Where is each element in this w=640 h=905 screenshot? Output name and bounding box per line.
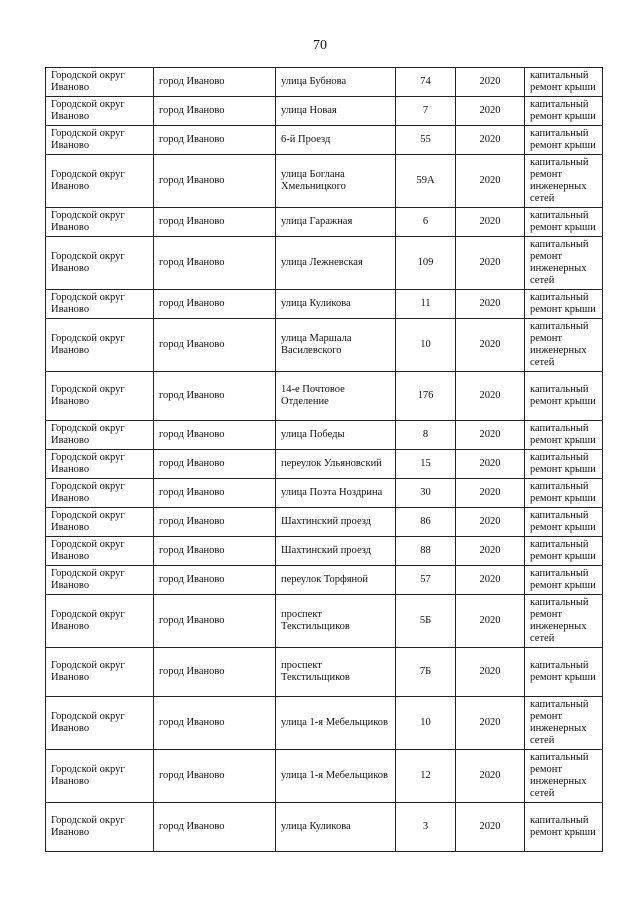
house-cell: 86 <box>396 508 456 537</box>
city-cell: город Иваново <box>154 450 276 479</box>
work-type-cell: капитальный ремонт инженерных сетей <box>525 750 603 803</box>
okrug-cell: Городской округ Иваново <box>46 508 154 537</box>
work-type-cell: капитальный ремонт крыши <box>525 508 603 537</box>
city-cell: город Иваново <box>154 126 276 155</box>
table-row <box>46 421 603 450</box>
work-type-cell: капитальный ремонт инженерных сетей <box>525 319 603 372</box>
street-cell: улица Гаражная <box>276 208 396 237</box>
house-cell: 88 <box>396 537 456 566</box>
okrug-cell: Городской округ Иваново <box>46 750 154 803</box>
house-cell: 7 <box>396 97 456 126</box>
house-cell: 30 <box>396 479 456 508</box>
year-cell: 2020 <box>456 208 525 237</box>
house-cell: 74 <box>396 68 456 97</box>
okrug-cell: Городской округ Иваново <box>46 290 154 319</box>
street-cell: улица Куликова <box>276 290 396 319</box>
table-row <box>46 508 603 537</box>
work-type-cell: капитальный ремонт инженерных сетей <box>525 237 603 290</box>
year-cell: 2020 <box>456 372 525 421</box>
table-row <box>46 566 603 595</box>
house-cell: 8 <box>396 421 456 450</box>
work-type-cell: капитальный ремонт крыши <box>525 126 603 155</box>
work-type-cell: капитальный ремонт инженерных сетей <box>525 697 603 750</box>
street-cell: переулок Ульяновский <box>276 450 396 479</box>
city-cell: город Иваново <box>154 566 276 595</box>
house-cell: 10 <box>396 697 456 750</box>
street-cell: проспект Текстильщиков <box>276 648 396 697</box>
work-type-cell: капитальный ремонт крыши <box>525 290 603 319</box>
house-cell: 59А <box>396 155 456 208</box>
okrug-cell: Городской округ Иваново <box>46 595 154 648</box>
table-row <box>46 155 603 208</box>
work-type-cell: капитальный ремонт инженерных сетей <box>525 155 603 208</box>
table-row <box>46 697 603 750</box>
okrug-cell: Городской округ Иваново <box>46 648 154 697</box>
work-type-cell: капитальный ремонт крыши <box>525 566 603 595</box>
table-row <box>46 648 603 697</box>
year-cell: 2020 <box>456 595 525 648</box>
street-cell: улица Маршала Василевского <box>276 319 396 372</box>
table-row <box>46 68 603 97</box>
city-cell: город Иваново <box>154 372 276 421</box>
city-cell: город Иваново <box>154 803 276 852</box>
work-type-cell: капитальный ремонт крыши <box>525 68 603 97</box>
street-cell: Шахтинский проезд <box>276 508 396 537</box>
street-cell: улица Куликова <box>276 803 396 852</box>
year-cell: 2020 <box>456 421 525 450</box>
city-cell: город Иваново <box>154 508 276 537</box>
work-type-cell: капитальный ремонт крыши <box>525 803 603 852</box>
work-type-cell: капитальный ремонт крыши <box>525 372 603 421</box>
okrug-cell: Городской округ Иваново <box>46 566 154 595</box>
okrug-cell: Городской округ Иваново <box>46 155 154 208</box>
table-row <box>46 290 603 319</box>
house-cell: 55 <box>396 126 456 155</box>
city-cell: город Иваново <box>154 237 276 290</box>
street-cell: переулок Торфяной <box>276 566 396 595</box>
okrug-cell: Городской округ Иваново <box>46 479 154 508</box>
year-cell: 2020 <box>456 508 525 537</box>
city-cell: город Иваново <box>154 697 276 750</box>
okrug-cell: Городской округ Иваново <box>46 208 154 237</box>
work-type-cell: капитальный ремонт крыши <box>525 208 603 237</box>
house-cell: 57 <box>396 566 456 595</box>
table-row <box>46 126 603 155</box>
street-cell: улица Победы <box>276 421 396 450</box>
city-cell: город Иваново <box>154 155 276 208</box>
table-row <box>46 803 603 852</box>
table-row <box>46 450 603 479</box>
year-cell: 2020 <box>456 237 525 290</box>
city-cell: город Иваново <box>154 537 276 566</box>
city-cell: город Иваново <box>154 421 276 450</box>
city-cell: город Иваново <box>154 750 276 803</box>
year-cell: 2020 <box>456 537 525 566</box>
house-cell: 5Б <box>396 595 456 648</box>
street-cell: улица Поэта Ноздрина <box>276 479 396 508</box>
house-cell: 7Б <box>396 648 456 697</box>
okrug-cell: Городской округ Иваново <box>46 803 154 852</box>
street-cell: Шахтинский проезд <box>276 537 396 566</box>
year-cell: 2020 <box>456 648 525 697</box>
table-row <box>46 372 603 421</box>
city-cell: город Иваново <box>154 290 276 319</box>
house-cell: 176 <box>396 372 456 421</box>
year-cell: 2020 <box>456 68 525 97</box>
house-cell: 12 <box>396 750 456 803</box>
okrug-cell: Городской округ Иваново <box>46 319 154 372</box>
page-number: 70 <box>313 38 327 53</box>
street-cell: улица Лежневская <box>276 237 396 290</box>
year-cell: 2020 <box>456 803 525 852</box>
work-type-cell: капитальный ремонт крыши <box>525 450 603 479</box>
year-cell: 2020 <box>456 155 525 208</box>
okrug-cell: Городской округ Иваново <box>46 68 154 97</box>
house-cell: 10 <box>396 319 456 372</box>
house-cell: 15 <box>396 450 456 479</box>
repair-registry-table <box>45 67 603 852</box>
house-cell: 11 <box>396 290 456 319</box>
year-cell: 2020 <box>456 290 525 319</box>
table-row <box>46 237 603 290</box>
table-row <box>46 208 603 237</box>
city-cell: город Иваново <box>154 208 276 237</box>
table-row <box>46 319 603 372</box>
okrug-cell: Городской округ Иваново <box>46 450 154 479</box>
year-cell: 2020 <box>456 97 525 126</box>
okrug-cell: Городской округ Иваново <box>46 237 154 290</box>
okrug-cell: Городской округ Иваново <box>46 372 154 421</box>
city-cell: город Иваново <box>154 319 276 372</box>
house-cell: 109 <box>396 237 456 290</box>
table-row <box>46 750 603 803</box>
work-type-cell: капитальный ремонт инженерных сетей <box>525 595 603 648</box>
year-cell: 2020 <box>456 126 525 155</box>
okrug-cell: Городской округ Иваново <box>46 126 154 155</box>
year-cell: 2020 <box>456 319 525 372</box>
street-cell: улица 1-я Мебельщиков <box>276 750 396 803</box>
city-cell: город Иваново <box>154 648 276 697</box>
okrug-cell: Городской округ Иваново <box>46 421 154 450</box>
city-cell: город Иваново <box>154 595 276 648</box>
year-cell: 2020 <box>456 479 525 508</box>
year-cell: 2020 <box>456 566 525 595</box>
house-cell: 3 <box>396 803 456 852</box>
table-row <box>46 479 603 508</box>
house-cell: 6 <box>396 208 456 237</box>
okrug-cell: Городской округ Иваново <box>46 697 154 750</box>
work-type-cell: капитальный ремонт крыши <box>525 97 603 126</box>
street-cell: улица Боглана Хмельницкого <box>276 155 396 208</box>
okrug-cell: Городской округ Иваново <box>46 537 154 566</box>
table-row <box>46 595 603 648</box>
year-cell: 2020 <box>456 750 525 803</box>
street-cell: 6-й Проезд <box>276 126 396 155</box>
street-cell: 14-е Почтовое Отделение <box>276 372 396 421</box>
work-type-cell: капитальный ремонт крыши <box>525 537 603 566</box>
street-cell: улица Бубнова <box>276 68 396 97</box>
year-cell: 2020 <box>456 450 525 479</box>
street-cell: улица Новая <box>276 97 396 126</box>
year-cell: 2020 <box>456 697 525 750</box>
work-type-cell: капитальный ремонт крыши <box>525 479 603 508</box>
work-type-cell: капитальный ремонт крыши <box>525 648 603 697</box>
table-row <box>46 537 603 566</box>
city-cell: город Иваново <box>154 97 276 126</box>
work-type-cell: капитальный ремонт крыши <box>525 421 603 450</box>
street-cell: улица 1-я Мебельщиков <box>276 697 396 750</box>
city-cell: город Иваново <box>154 479 276 508</box>
okrug-cell: Городской округ Иваново <box>46 97 154 126</box>
table-row <box>46 97 603 126</box>
street-cell: проспект Текстильщиков <box>276 595 396 648</box>
city-cell: город Иваново <box>154 68 276 97</box>
